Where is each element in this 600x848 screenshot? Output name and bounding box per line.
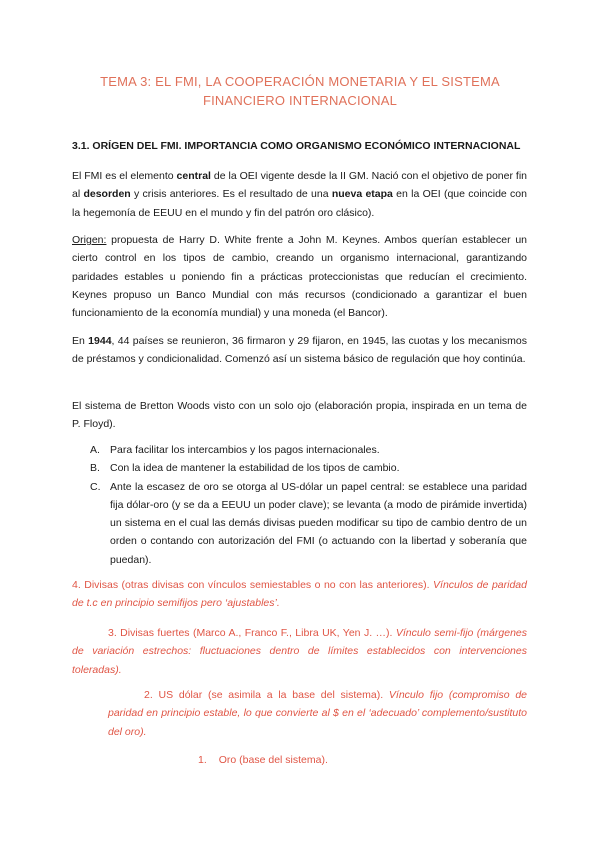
list-marker: C. xyxy=(90,480,101,493)
level-text: 4. Divisas (otras divisas con vínculos semiestables o no con las anteriores). xyxy=(72,579,434,591)
level-marker: 1. xyxy=(198,754,207,766)
text-run: , 44 países se reunieron, 36 firmaron y 29 fijaron, en 1945, las cuotas y los mecanismos de préstamos y condicionalidad. Comenzó así un sistema básico de regulación que hoy continúa. xyxy=(72,335,528,366)
pyramid-level-3 xyxy=(72,624,527,679)
level-italic-text: Vínculo fijo (compromiso de paridad en principio estable, lo que convierte al $ en el ‘adecuado’ complemento/sustituto del oro). xyxy=(108,689,527,738)
list-item-text: Con la idea de mantener la estabilidad de los tipos de cambio. xyxy=(110,462,400,475)
section-heading: 3.1. ORÍGEN DEL FMI. IMPORTANCIA COMO ORGANISMO ECONÓMICO INTERNACIONAL xyxy=(72,140,521,152)
bold-run: nueva etapa xyxy=(331,188,393,201)
text-run: y crisis anteriores. Es el resultado de una xyxy=(130,188,332,201)
bold-run: desorden xyxy=(83,188,131,201)
list-item xyxy=(72,441,527,459)
list-item xyxy=(72,478,527,569)
title-line-1: TEMA 3: EL FMI, LA COOPERACIÓN MONETARIA Y EL SISTEMA xyxy=(100,74,500,89)
pyramid-level-4 xyxy=(72,576,527,613)
level-text: Oro (base del sistema). xyxy=(218,754,328,766)
list-item-text: Ante la escasez de oro se otorga al US-dólar un papel central: se establece una paridad fija dólar-oro (y se da a EEUU un poder clave); se levanta (a modo de pirámide invertida) un sistema en el cual las demás divisas pueden modificar su tipo de cambio dentro de un orden o contando con autorización del FMI (o actuando con la libertad y soberanía que puedan). xyxy=(110,480,527,566)
text-run: propuesta de Harry D. White frente a John M. Keynes. Ambos querían establecer un cierto control en los tipos de cambio, creando un organismo internacional, garantizando paridades estables u poniendo fin a prácticas proteccionistas que reducían el crecimiento. Keynes propuso un Banco Mundial con más recursos (condicionado a garantizar el buen funcionamiento de la economía mundial) y una moneda (el Bancor). xyxy=(72,234,527,320)
level-text: 3. Divisas fuertes (Marco A., Franco F., Libra UK, Yen J. …). xyxy=(108,627,396,639)
list-marker: A. xyxy=(90,444,100,456)
origen-label: Origen: xyxy=(72,234,107,246)
objectives-list xyxy=(72,441,527,569)
pyramid-level-2 xyxy=(108,686,527,741)
text-run: de la OEI vigente desde la II GM. Nació con el objetivo de poner fin al xyxy=(72,170,527,201)
document-title xyxy=(60,72,540,110)
paragraph-bretton-woods: El sistema de Bretton Woods visto con un solo ojo (elaboración propia, inspirada en un tema de P. Floyd). xyxy=(72,400,527,431)
list-marker: B. xyxy=(90,462,100,475)
level-text: 2. US dólar (se asimila a la base del sistema). xyxy=(144,689,389,701)
pyramid-level-1 xyxy=(198,751,498,769)
text-run: en la OEI (que coincide con la hegemonía de EEUU en el mundo y fin del patrón oro clásico). xyxy=(72,188,527,219)
level-italic-text: Vínculo semi-fijo (márgenes de variación estrechos: fluctuaciones dentro de límites establecidos con intervenciones toleradas). xyxy=(72,627,527,676)
bold-run: central xyxy=(176,170,211,182)
text-run: El FMI es el elemento xyxy=(72,170,177,182)
text-run: En xyxy=(72,335,89,347)
paragraph-fmi-intro xyxy=(72,167,527,222)
paragraph-origen xyxy=(72,231,527,322)
level-italic-text: Vínculos de paridad de t.c en principio semifijos pero ‘ajustables’. xyxy=(72,579,527,610)
list-item xyxy=(72,459,527,477)
bold-run: 1944 xyxy=(88,335,112,347)
title-line-2: FINANCIERO INTERNACIONAL xyxy=(202,93,398,108)
list-item-text: Para facilitar los intercambios y los pagos internacionales. xyxy=(110,444,380,456)
paragraph-1944 xyxy=(72,332,527,369)
